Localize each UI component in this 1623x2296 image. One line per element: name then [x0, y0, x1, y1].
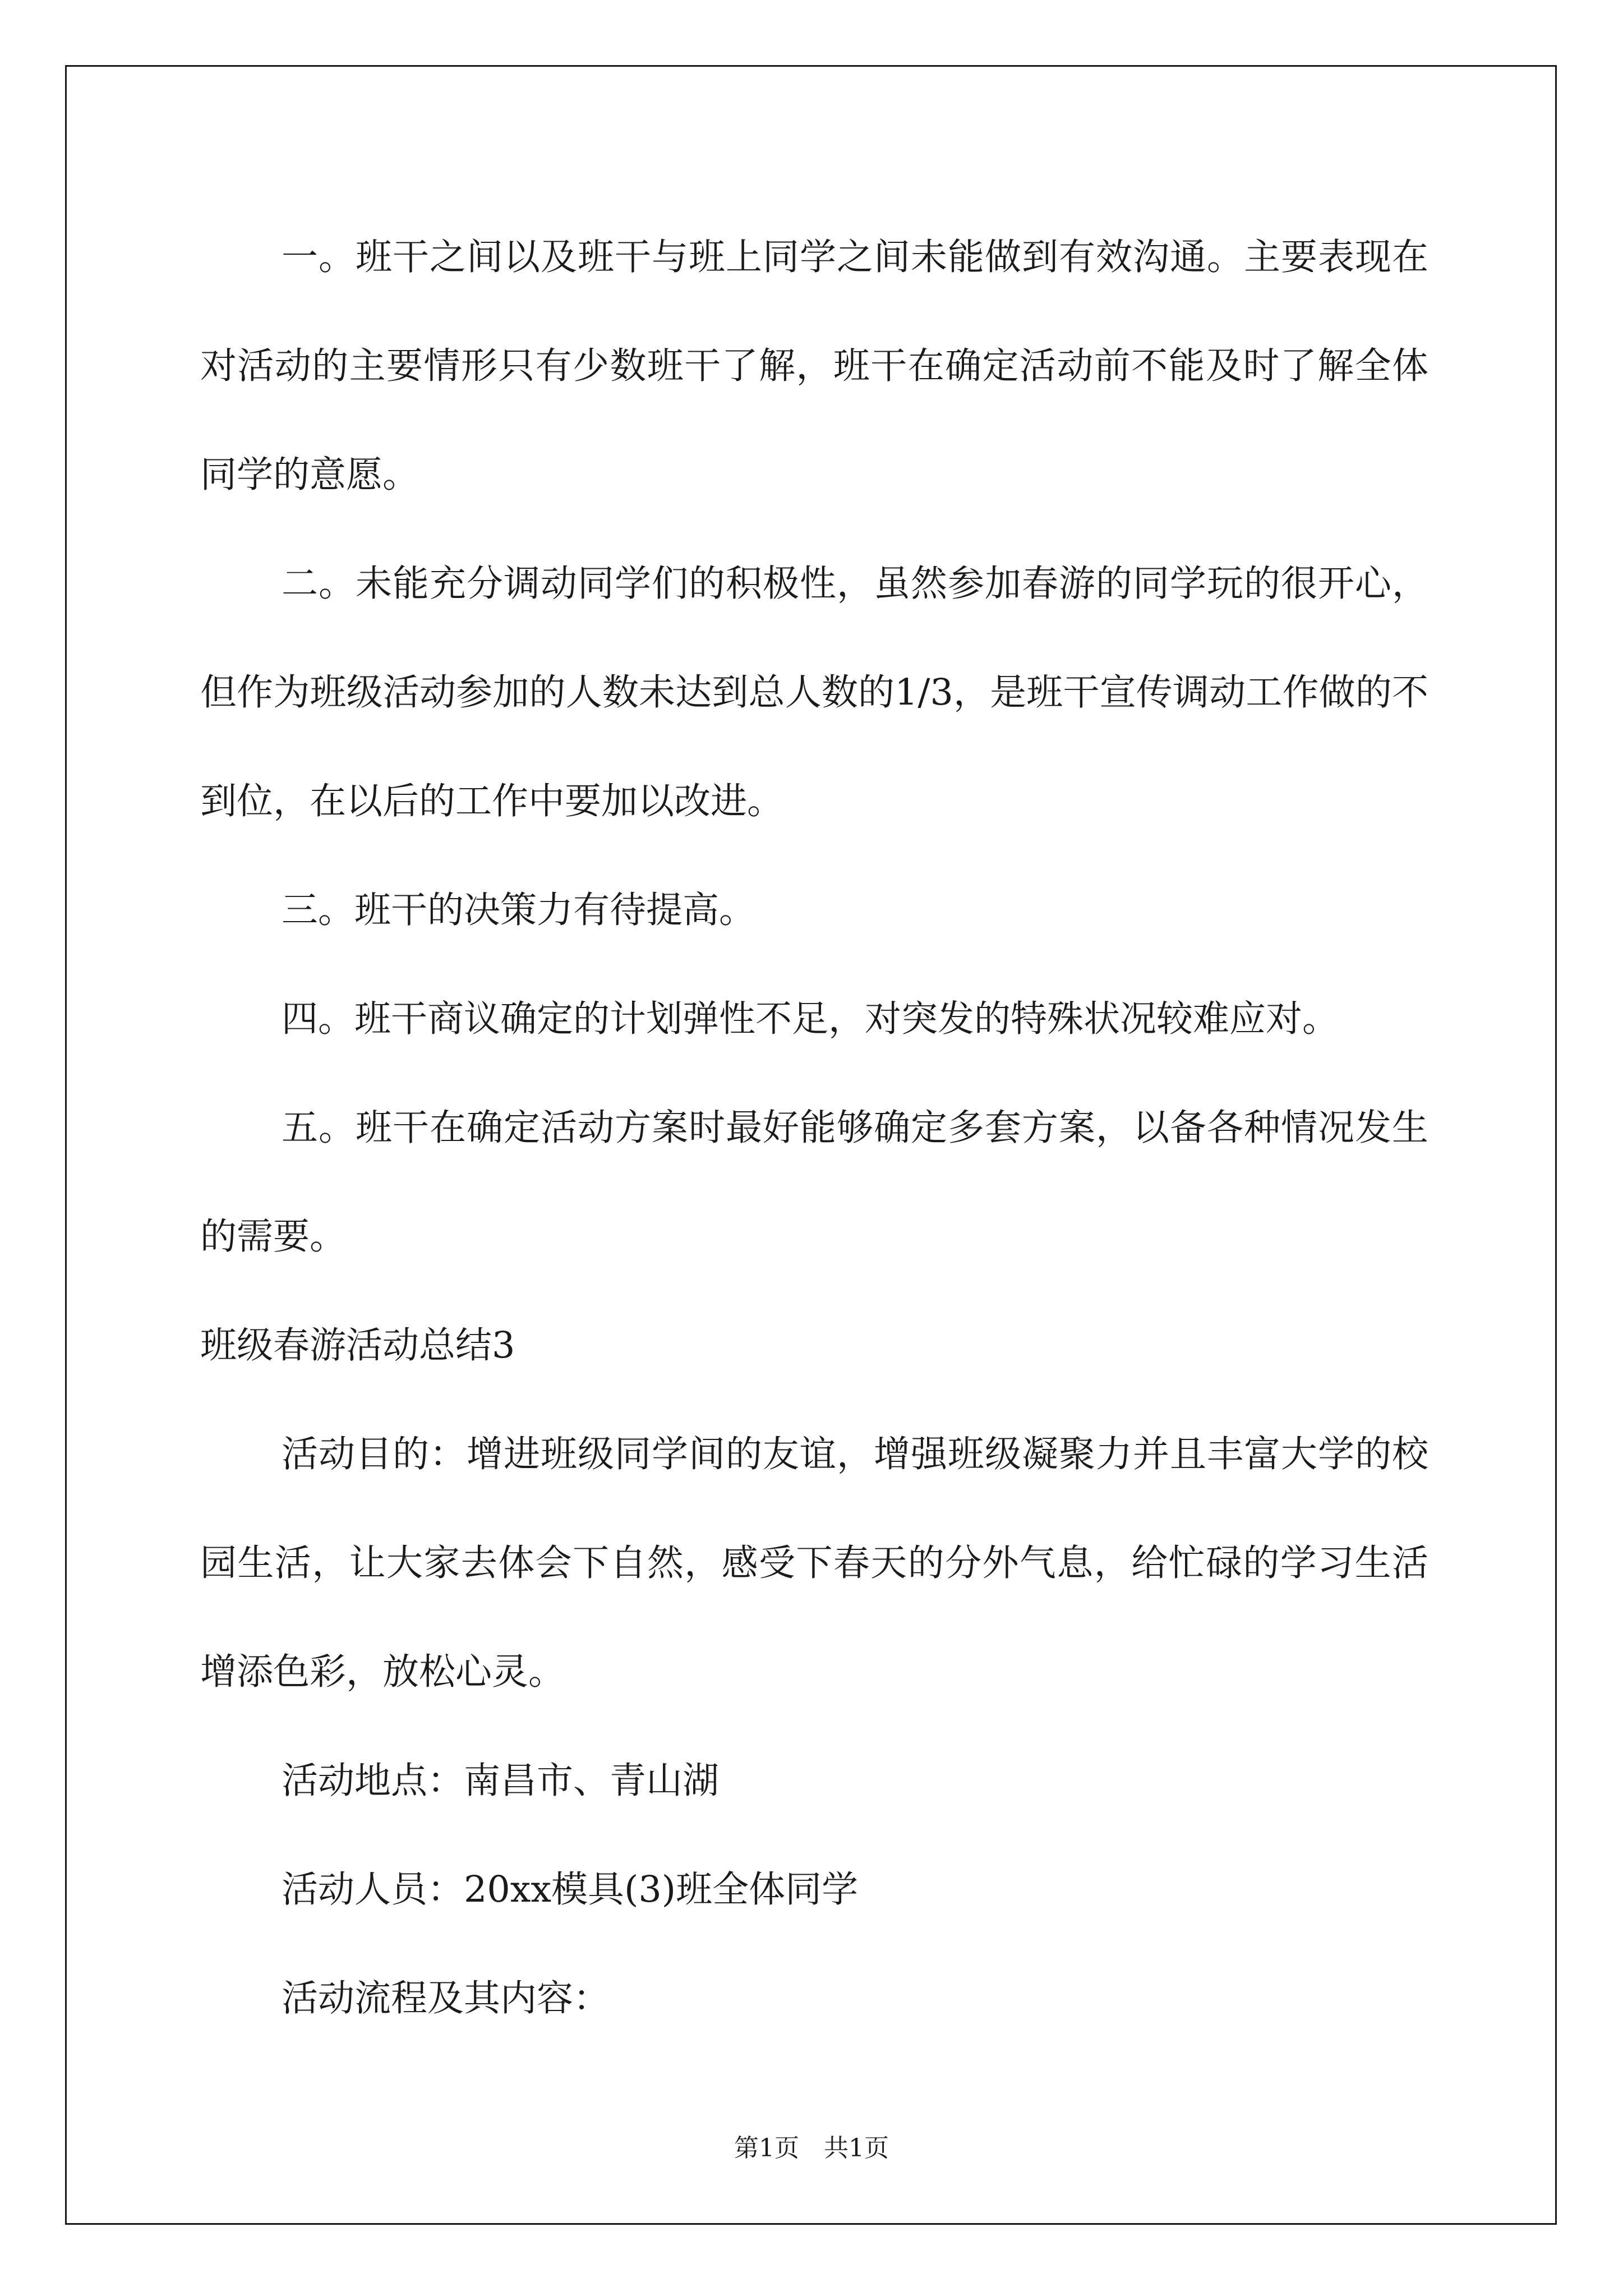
paragraph-purpose: 活动目的：增进班级同学间的友谊，增强班级凝聚力并且丰富大学的校园生活，让大家去体会下自然，感受下春天的分外气息，给忙碌的学习生活增添色彩，放松心灵。 [200, 1433, 1428, 1693]
paragraph-location: 活动地点：南昌市、青山湖 [282, 1760, 720, 1802]
paragraph-participants: 活动人员：20xx模具(3)班全体同学 [282, 1869, 859, 1911]
page-number: 第1页 共1页 [734, 2134, 889, 2162]
paragraph-3: 三。班干的决策力有待提高。 [282, 889, 756, 931]
paragraph-1: 一。班干之间以及班干与班上同学之间未能做到有效沟通。主要表现在对活动的主要情形只有少数班干了解，班干在确定活动前不能及时了解全体同学的意愿。 [200, 236, 1428, 496]
section-heading: 班级春游活动总结3 [200, 1324, 515, 1366]
paragraph-4: 四。班干商议确定的计划弹性不足，对突发的特殊状况较难应对。 [282, 998, 1339, 1040]
paragraph-2: 二。未能充分调动同学们的积极性，虽然参加春游的同学玩的很开心，但作为班级活动参加的人数未达到总人数的1/3，是班干宣传调动工作做的不到位，在以后的工作中要加以改进。 [200, 563, 1428, 822]
document-body [200, 203, 1428, 2053]
paragraph-5: 五。班干在确定活动方案时最好能够确定多套方案，以备各种情况发生的需要。 [200, 1107, 1428, 1258]
paragraph-process: 活动流程及其内容： [282, 1977, 610, 2019]
